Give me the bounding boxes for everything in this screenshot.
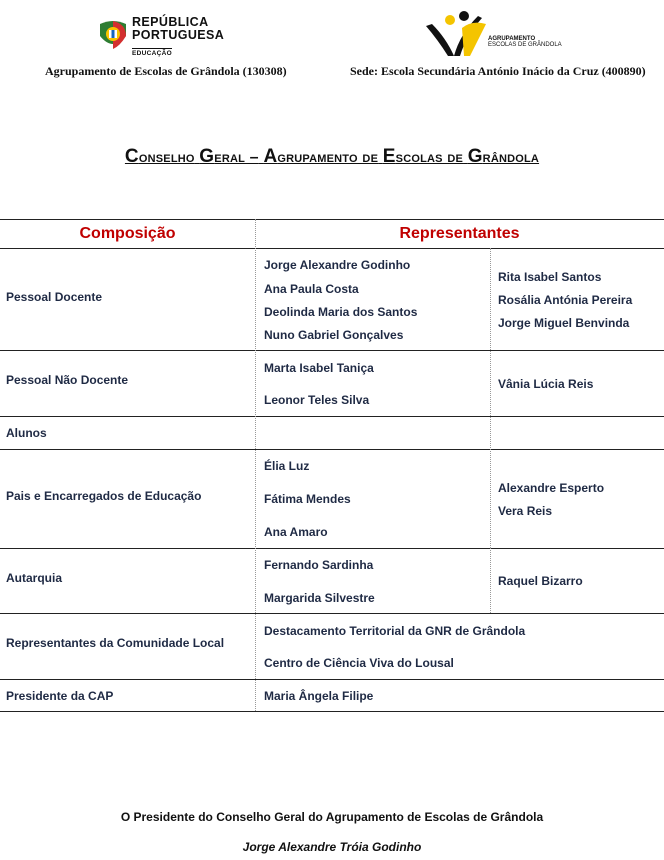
representative-name: Centro de Ciência Viva do Lousal [264,656,454,670]
logo-line-educacao: EDUCAÇÃO [132,50,172,57]
school-group-caption: Agrupamento de Escolas de Grândola (130308) [45,64,287,78]
row-divider [0,449,664,450]
header-composition: Composição [79,225,176,242]
agrupamento-logo-line1: AGRUPAMENTO [488,36,536,42]
representative-name: Deolinda Maria dos Santos [264,305,418,319]
table-header-border [0,248,664,249]
title-word: scolas de [395,149,464,166]
title-word: grupamento de [277,149,379,166]
row-category: Autarquia [6,571,63,585]
representative-name: Jorge Miguel Benvinda [498,316,630,330]
row-divider [0,613,664,614]
row-divider [0,350,664,351]
logo-line-portuguesa: PORTUGUESA [132,28,225,42]
agrupamento-logo [424,10,574,66]
logo-line-republica: REPÚBLICA [132,15,209,29]
title-word: rândola [482,149,540,166]
representative-name: Fernando Sardinha [264,558,374,572]
table-bottom-border [0,711,664,712]
representative-name: Destacamento Territorial da GNR de Grândola [264,624,526,638]
header-representatives: Representantes [399,225,520,242]
agrupamento-emblem-icon [424,10,494,66]
row-category: Pais e Encarregados de Educação [6,489,202,503]
row-divider [0,416,664,417]
representative-name: Marta Isabel Taniça [264,361,374,375]
row-divider [0,679,664,680]
signature-role: O Presidente do Conselho Geral do Agrupamento de Escolas de Grândola [120,810,544,824]
representative-name: Rita Isabel Santos [498,270,602,284]
row-category: Alunos [6,426,47,440]
column-divider [490,548,491,613]
title-word: eral – [214,149,259,166]
representative-name: Maria Ângela Filipe [264,689,374,703]
title-initial: G [467,146,483,167]
column-divider [490,248,491,548]
page-title [0,146,664,168]
title-initial: G [199,146,215,167]
row-category: Pessoal Docente [6,290,103,304]
representative-name: Rosália Antónia Pereira [498,293,633,307]
representative-name: Nuno Gabriel Gonçalves [264,328,404,342]
representative-name: Leonor Teles Silva [264,393,370,407]
school-seat-caption: Sede: Escola Secundária António Inácio da Cruz (400890) [350,64,646,78]
column-divider [255,219,256,711]
row-divider [0,548,664,549]
title-initial: E [382,146,396,167]
title-initial: A [263,146,278,167]
representative-name: Ana Amaro [264,525,328,539]
row-category: Presidente da CAP [6,689,114,703]
representative-name: Ana Paula Costa [264,282,359,296]
title-word: onselho [138,149,195,166]
title-initial: C [124,146,139,167]
representative-name: Vera Reis [498,504,553,518]
row-category: Representantes da Comunidade Local [6,636,225,650]
representative-name: Alexandre Esperto [498,481,605,495]
representative-name: Margarida Silvestre [264,591,375,605]
representative-name: Raquel Bizarro [498,574,583,588]
coat-of-arms-icon [96,18,130,52]
signature-name: Jorge Alexandre Tróia Godinho [242,840,422,854]
table-top-border [0,219,664,220]
representative-name: Fátima Mendes [264,492,351,506]
agrupamento-logo-line2: ESCOLAS DE GRÂNDOLA [488,42,562,48]
representative-name: Vânia Lúcia Reis [498,377,594,391]
row-category: Pessoal Não Docente [6,373,129,387]
republica-portuguesa-logo [96,14,236,56]
representative-name: Jorge Alexandre Godinho [264,258,411,272]
representative-name: Élia Luz [264,459,310,473]
